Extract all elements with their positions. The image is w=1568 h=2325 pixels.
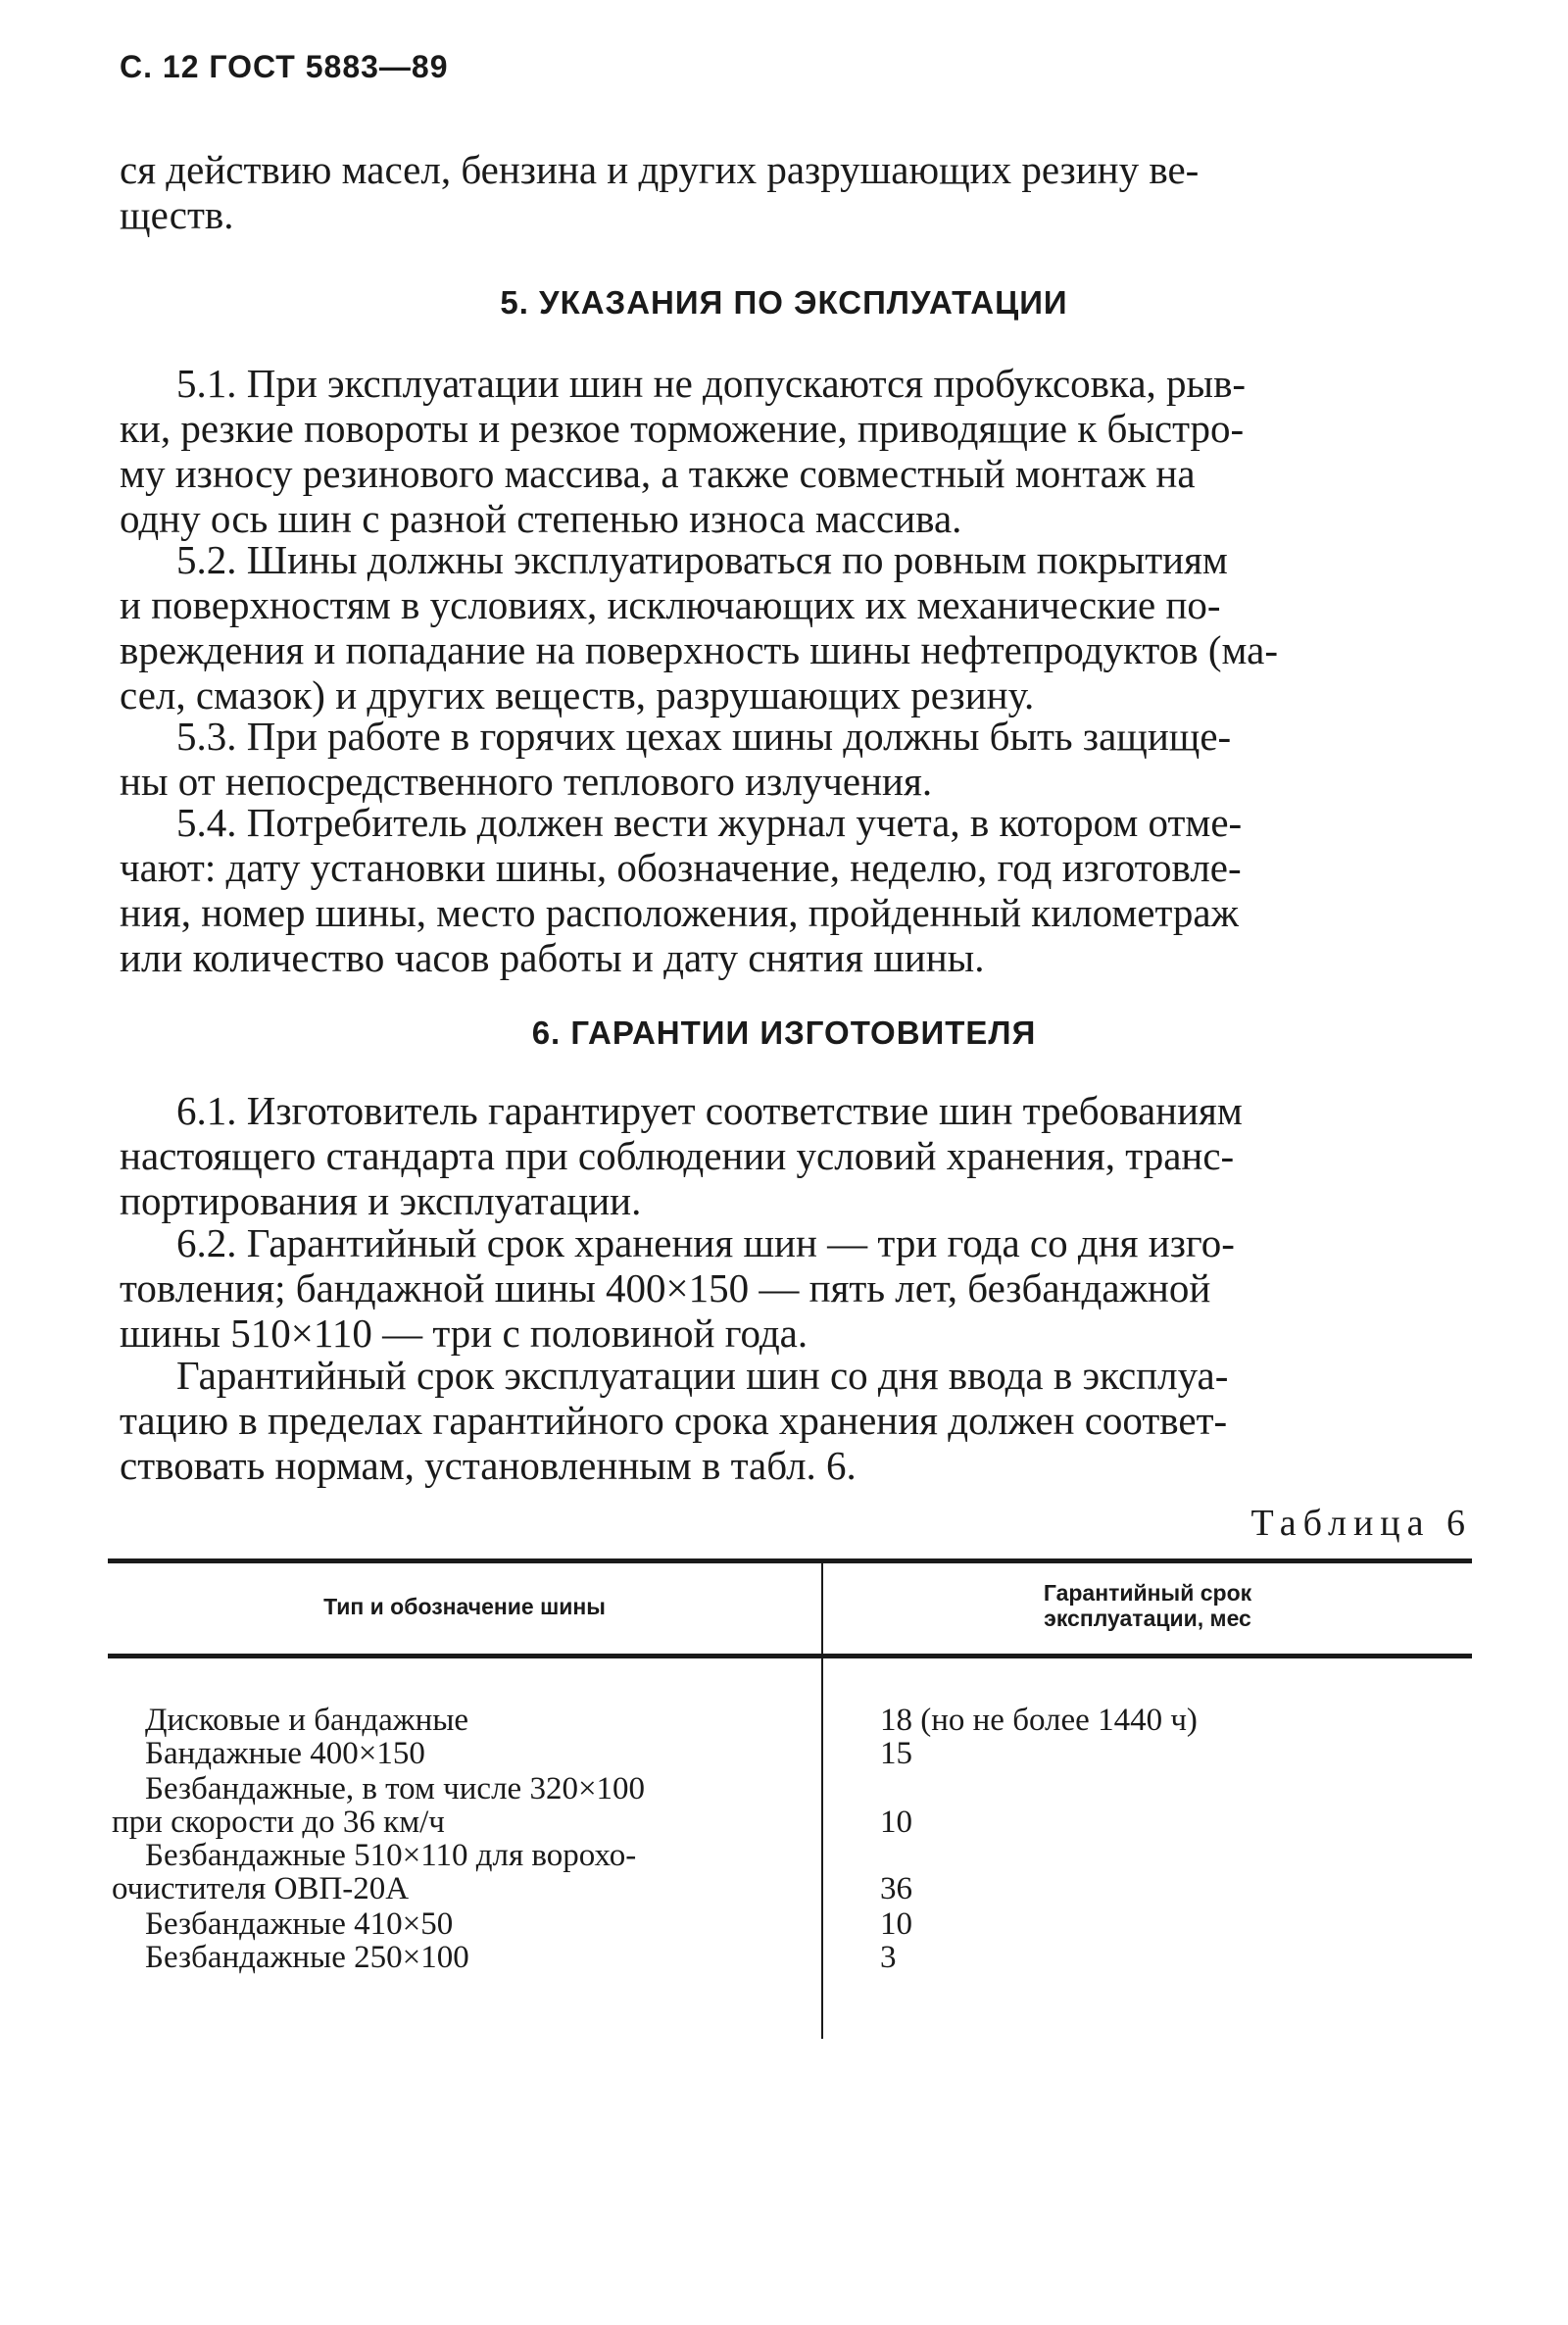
table-row-type-cont: очистителя ОВП-20А <box>112 1871 410 1906</box>
table-row-term: 10 <box>880 1906 912 1942</box>
text-line: сел, смазок) и других веществ, разрушающих резину. <box>120 672 1035 717</box>
table-row-term: 18 (но не более 1440 ч) <box>880 1703 1198 1738</box>
table-row-type: Безбандажные 510×110 для ворохо- <box>145 1838 637 1873</box>
table-row-term: 10 <box>880 1805 912 1840</box>
table-row-term: 36 <box>880 1871 912 1906</box>
text-line: товления; бандажной шины 400×150 — пять лет, безбандажной <box>120 1265 1211 1311</box>
page-header: С. 12 ГОСТ 5883—89 <box>120 49 449 84</box>
text-line: Гарантийный срок эксплуатации шин со дня ввода в эксплуа- <box>176 1353 1229 1398</box>
table-caption: Таблица 6 <box>1250 1503 1472 1544</box>
paragraph-5-4 <box>120 800 1472 980</box>
text-line: ществ. <box>120 192 234 237</box>
text-line: 6.1. Изготовитель гарантирует соответствие шин требованиям <box>176 1088 1243 1133</box>
text-line: 5.2. Шины должны эксплуатироваться по ровным покрытиям <box>176 537 1228 582</box>
table-row-term: 15 <box>880 1736 912 1771</box>
text-line: ки, резкие повороты и резкое торможение, приводящие к быстро- <box>120 406 1245 451</box>
text-line: ны от непосредственного теплового излучения. <box>120 759 933 804</box>
text-line: ния, номер шины, место расположения, пройденный километраж <box>120 890 1239 935</box>
paragraph-5-2 <box>120 537 1472 717</box>
text-line: ся действию масел, бензина и других разрушающих резину ве- <box>120 147 1200 192</box>
paragraph-5-3 <box>120 714 1472 804</box>
table-header-rule <box>108 1654 1472 1658</box>
text-line: портирования и эксплуатации. <box>120 1178 642 1223</box>
table-row-type: Безбандажные, в том числе 320×100 <box>145 1771 646 1806</box>
text-line: 5.1. При эксплуатации шин не допускаются пробуксовка, рыв- <box>176 361 1247 406</box>
text-line: настоящего стандарта при соблюдении условий хранения, транс- <box>120 1133 1235 1178</box>
table-row-type: Безбандажные 410×50 <box>145 1906 454 1942</box>
section-5-heading: 5. УКАЗАНИЯ ПО ЭКСПЛУАТАЦИИ <box>500 284 1068 321</box>
paragraph-6-2 <box>120 1220 1472 1356</box>
text-line: одну ось шин с разной степенью износа массива. <box>120 496 962 541</box>
text-line: вреждения и попадание на поверхность шины нефтепродуктов (ма- <box>120 627 1278 672</box>
text-line: 5.3. При работе в горячих цехах шины должны быть защище- <box>176 714 1232 759</box>
paragraph-5-1-cont <box>120 406 1472 541</box>
paragraph-6-3 <box>120 1353 1472 1488</box>
text-line: му износу резинового массива, а также совместный монтаж на <box>120 451 1196 496</box>
section-6-heading: 6. ГАРАНТИИ ИЗГОТОВИТЕЛЯ <box>531 1014 1037 1051</box>
table-row-term: 3 <box>880 1940 897 1975</box>
column-header-type: Тип и обозначение шины <box>323 1594 606 1619</box>
header-line: эксплуатации, мес <box>1044 1606 1251 1631</box>
paragraph-5-1 <box>120 361 1472 406</box>
text-line: ствовать нормам, установленным в табл. 6. <box>120 1443 857 1488</box>
table-top-rule <box>108 1558 1472 1563</box>
table-row-type: Бандажные 400×150 <box>145 1736 425 1771</box>
text-line: чают: дату установки шины, обозначение, неделю, год изготовле- <box>120 845 1242 890</box>
text-line: 6.2. Гарантийный срок хранения шин — три года со дня изго- <box>176 1220 1235 1265</box>
table-row-type: Безбандажные 250×100 <box>145 1940 469 1975</box>
table-row-type: Дисковые и бандажные <box>145 1703 469 1738</box>
text-line: и поверхностям в условиях, исключающих их механические по- <box>120 582 1221 627</box>
column-header-term <box>823 1580 1472 1631</box>
text-line: 5.4. Потребитель должен вести журнал учета, в котором отме- <box>176 800 1243 845</box>
body-column-divider <box>821 1658 823 2039</box>
text-line: тацию в пределах гарантийного срока хранения должен соответ- <box>120 1398 1228 1443</box>
intro-paragraph <box>120 147 1472 237</box>
text-line: или количество часов работы и дату снятия шины. <box>120 935 985 980</box>
paragraph-6-1 <box>120 1088 1472 1223</box>
table-row-type-cont: при скорости до 36 км/ч <box>112 1805 445 1840</box>
header-line: Гарантийный срок <box>1043 1580 1252 1606</box>
text-line: шины 510×110 — три с половиной года. <box>120 1311 808 1356</box>
